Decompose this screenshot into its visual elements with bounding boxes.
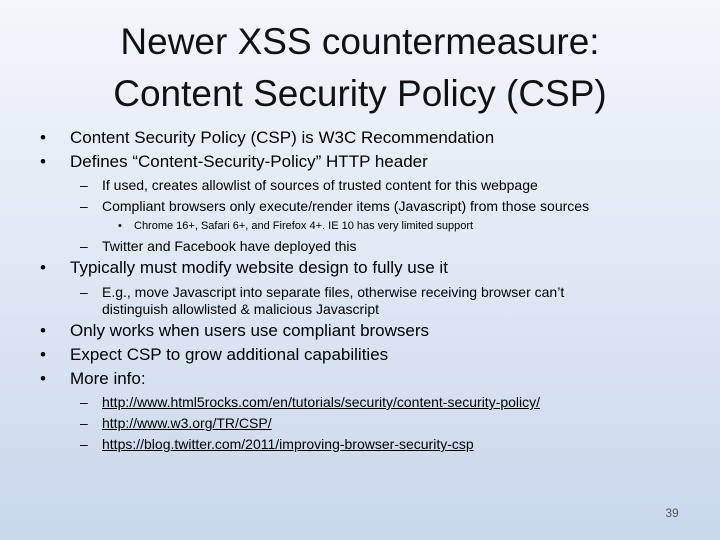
bullet-icon: •: [40, 152, 46, 171]
dash-icon: –: [80, 284, 88, 300]
bullet-icon: •: [40, 345, 46, 364]
dash-icon: –: [80, 238, 88, 254]
bullet-icon: •: [40, 369, 46, 388]
slide-title: [60, 16, 660, 120]
bullet-icon: •: [118, 220, 122, 232]
bullet-icon: •: [40, 321, 46, 340]
dash-icon: –: [80, 436, 88, 452]
dash-icon: –: [80, 394, 88, 410]
link-html5rocks-csp[interactable]: http://www.html5rocks.com/en/tutorials/security/content-security-policy/: [102, 394, 541, 410]
bullet-icon: •: [40, 258, 46, 277]
sub-bullet-text: If used, creates allowlist of sources of trusted content for this webpage: [102, 177, 538, 193]
sub-bullet-text: Twitter and Facebook have deployed this: [102, 238, 357, 254]
dash-icon: –: [80, 415, 88, 431]
dash-icon: –: [80, 198, 88, 214]
sub-bullet-text: E.g., move Javascript into separate files, otherwise receiving browser can’t: [102, 284, 565, 300]
bullet-text: Typically must modify website design to fully use it: [70, 258, 448, 277]
link-w3-csp[interactable]: http://www.w3.org/TR/CSP/: [102, 415, 272, 431]
title-line-1: Newer XSS countermeasure:: [120, 21, 600, 62]
bullet-text: Expect CSP to grow additional capabilities: [70, 345, 389, 364]
sub-sub-bullet-text: Chrome 16+, Safari 6+, and Firefox 4+. IE 10 has very limited support: [134, 220, 474, 232]
link-twitter-csp[interactable]: https://blog.twitter.com/2011/improving-browser-security-csp: [102, 436, 474, 452]
sub-bullet-text: distinguish allowlisted & malicious Javascript: [102, 301, 380, 317]
title-line-2: Content Security Policy (CSP): [113, 73, 607, 114]
bullet-text: Defines “Content-Security-Policy” HTTP header: [70, 152, 428, 171]
bullet-text: Content Security Policy (CSP) is W3C Recommendation: [70, 128, 495, 147]
page-number: 39: [665, 506, 679, 520]
dash-icon: –: [80, 177, 88, 193]
bullet-text: Only works when users use compliant browsers: [70, 321, 430, 340]
sub-bullet-text: Compliant browsers only execute/render items (Javascript) from those sources: [102, 198, 590, 214]
bullet-icon: •: [40, 128, 46, 147]
bullet-text: More info:: [70, 369, 146, 388]
